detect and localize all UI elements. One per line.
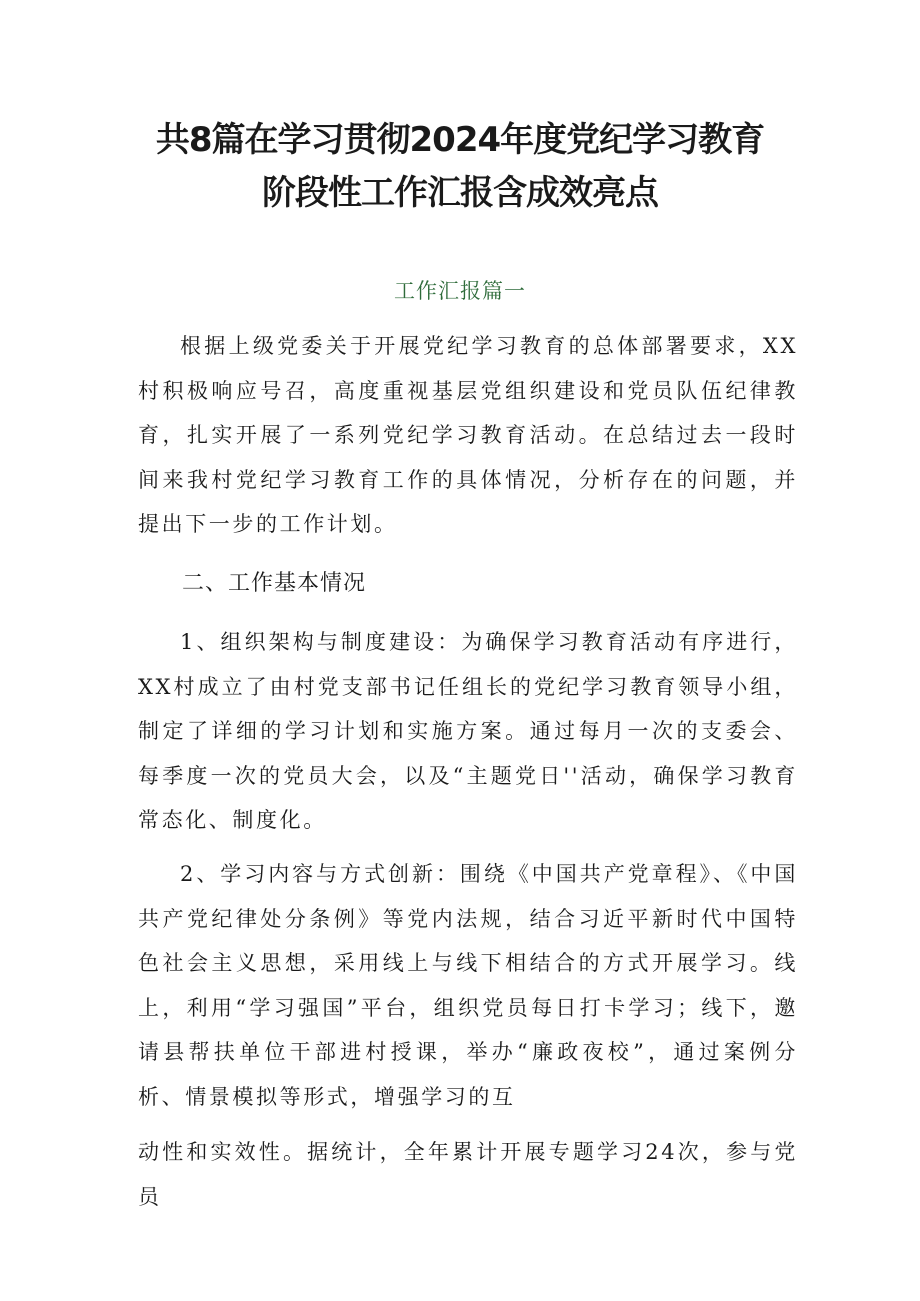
paragraph-organization: 1、组织架构与制度建设：为确保学习教育活动有序进行，XX村成立了由村党支部书记任组长的党纪学习教育领导小组，制定了详细的学习计划和实施方案。通过每月一次的支委会、每季度一次的党员大会，以及“主题党日''活动，确保学习教育常态化、制度化。 — [138, 630, 798, 832]
paragraph-continuation: 动性和实效性。据统计，全年累计开展专题学习24次，参与党员 — [138, 1140, 798, 1209]
section-subtitle: 工作汇报篇一 — [394, 279, 526, 303]
section-heading: 二、工作基本情况 — [182, 571, 367, 596]
paragraph-learning-content: 2、学习内容与方式创新：围绕《中国共产党章程》、《中国共产党纪律处分条例》等党内法规，结合习近平新时代中国特色社会主义思想，采用线上与线下相结合的方式开展学习。线上，利用“学习强国”平台，组织党员每日打卡学习；线下，邀请县帮扶单位干部进村授课，举办“廉政夜校”，通过案例分析、情景模拟等形式，增强学习的互 — [138, 862, 798, 1109]
document-title-line1: 共8篇在学习贯彻2024年度党纪学习教育 — [155, 120, 765, 160]
document-title-line2: 阶段性工作汇报含成效亮点 — [262, 173, 658, 213]
intro-paragraph: 根据上级党委关于开展党纪学习教育的总体部署要求，XX村积极响应号召，高度重视基层党组织建设和党员队伍纪律教育，扎实开展了一系列党纪学习教育活动。在总结过去一段时间来我村党纪学习教育工作的具体情况，分析存在的问题，并提出下一步的工作计划。 — [138, 334, 798, 536]
